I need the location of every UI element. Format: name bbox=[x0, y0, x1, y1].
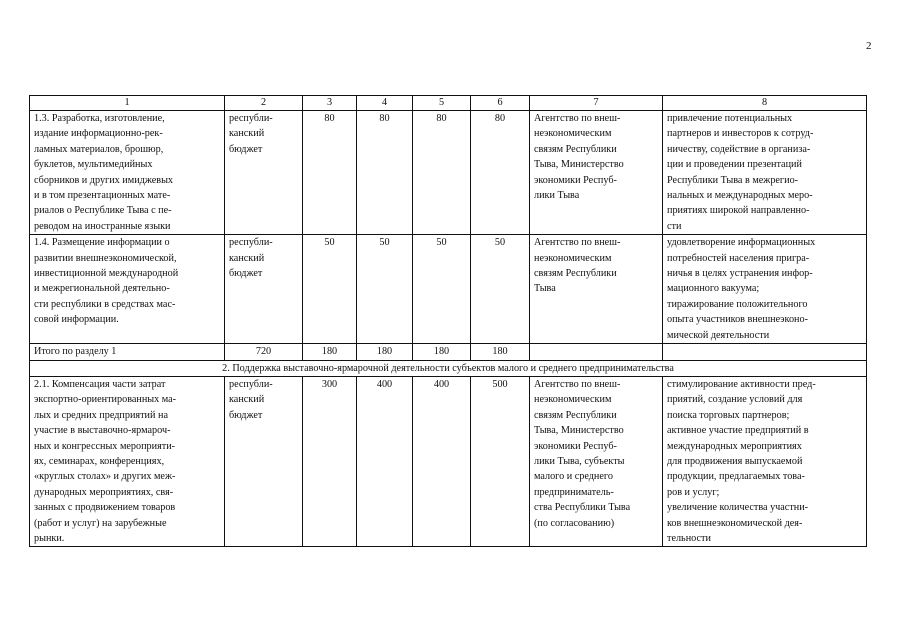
measure-cell: 1.4. Размещение информации о развитии внешнеэкономической, инвестиционной международной и межрегиональной деятельно- сти республики в средствах мас- совой информации. bbox=[30, 235, 225, 344]
amount-cell: 80 bbox=[413, 111, 471, 235]
header-cell: 5 bbox=[413, 96, 471, 111]
page-number: 2 bbox=[866, 40, 872, 52]
header-cell: 2 bbox=[225, 96, 303, 111]
amount-cell: 80 bbox=[471, 111, 530, 235]
amount-cell: 400 bbox=[357, 376, 413, 546]
header-cell: 6 bbox=[471, 96, 530, 111]
total-amount: 720 bbox=[225, 344, 303, 360]
amount-cell: 80 bbox=[357, 111, 413, 235]
amount-cell: 50 bbox=[471, 235, 530, 344]
result-cell: привлечение потенциальных партнеров и инвесторов к сотруд- ничеству, содействие в организа- ции и проведении презентаций Республики Тыва в межрегио- нальных и международных меро- приятиях широкой направленно- сти bbox=[663, 111, 867, 235]
amount-cell: 500 bbox=[471, 376, 530, 546]
empty-cell bbox=[530, 344, 663, 360]
total-amount: 180 bbox=[413, 344, 471, 360]
amount-cell: 50 bbox=[413, 235, 471, 344]
header-cell: 4 bbox=[357, 96, 413, 111]
section-heading-row bbox=[30, 360, 867, 376]
funding-source-cell: республи- канский бюджет bbox=[225, 376, 303, 546]
responsible-cell: Агентство по внеш- неэкономическим связям Республики Тыва, Министерство экономики Респуб- лики Тыва bbox=[530, 111, 663, 235]
amount-cell: 50 bbox=[357, 235, 413, 344]
section-2-title: 2. Поддержка выставочно-ярмарочной деятельности субъектов малого и среднего предпринимательства bbox=[30, 360, 867, 376]
measure-cell: 1.3. Разработка, изготовление, издание информационно-рек- ламных материалов, брошюр, буклетов, мультимедийных сборников и других имиджевых и в том презентационных мате- риалов о Республике Тыва с пе- реводом на иностранные языки bbox=[30, 111, 225, 235]
measure-cell: 2.1. Компенсация части затрат экспортно-ориентированных ма- лых и средних предприятий на участие в выставочно-ярмароч- ных и конгрессных мероприяти- ях, семинарах, конференциях, «круглых столах» и других меж- дународных мероприятиях, свя- занных с продвижением товаров (работ и услуг) на зарубежные рынки. bbox=[30, 376, 225, 546]
total-amount: 180 bbox=[357, 344, 413, 360]
header-cell: 8 bbox=[663, 96, 867, 111]
funding-source-cell: республи- канский бюджет bbox=[225, 235, 303, 344]
table-row bbox=[30, 111, 867, 235]
header-cell: 1 bbox=[30, 96, 225, 111]
result-cell: удовлетворение информационных потребностей населения пригра- ничья в целях устранения инфор- мационного вакуума; тиражирование положительного опыта участников внешнеэконо- мической деятельности bbox=[663, 235, 867, 344]
header-row bbox=[30, 96, 867, 111]
total-amount: 180 bbox=[303, 344, 357, 360]
total-row bbox=[30, 344, 867, 360]
amount-cell: 50 bbox=[303, 235, 357, 344]
responsible-cell: Агентство по внеш- неэкономическим связям Республики Тыва bbox=[530, 235, 663, 344]
empty-cell bbox=[663, 344, 867, 360]
table-row bbox=[30, 235, 867, 344]
total-amount: 180 bbox=[471, 344, 530, 360]
table-row bbox=[30, 376, 867, 546]
responsible-cell: Агентство по внеш- неэкономическим связям Республики Тыва, Министерство экономики Респуб- лики Тыва, субъекты малого и среднего предприниматель- ства Республики Тыва (по согласованию) bbox=[530, 376, 663, 546]
header-cell: 7 bbox=[530, 96, 663, 111]
header-cell: 3 bbox=[303, 96, 357, 111]
result-cell: стимулирование активности пред- приятий, создание условий для поиска торговых партнеров; активное участие предприятий в международных мероприятиях для продвижения выпускаемой продукции, предлагаемых това- ров и услуг; увеличение количества участни- ков внешнеэкономической дея- тельности bbox=[663, 376, 867, 546]
amount-cell: 400 bbox=[413, 376, 471, 546]
amount-cell: 300 bbox=[303, 376, 357, 546]
program-table bbox=[29, 95, 867, 547]
total-label: Итого по разделу 1 bbox=[30, 344, 225, 360]
funding-source-cell: республи- канский бюджет bbox=[225, 111, 303, 235]
amount-cell: 80 bbox=[303, 111, 357, 235]
